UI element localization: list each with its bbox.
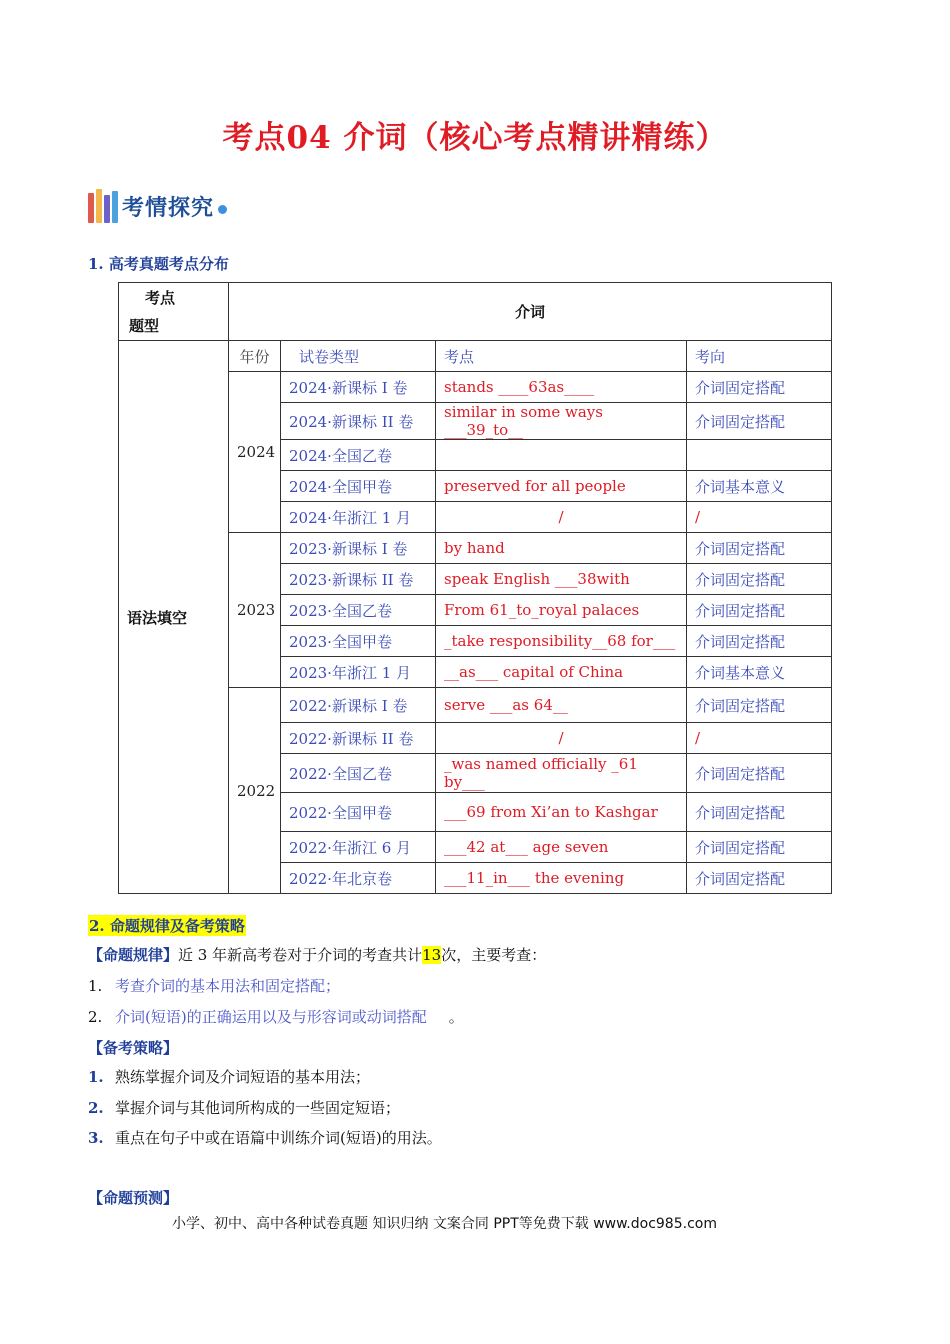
point-cell: ___69 from Xi’an to Kashgar (436, 793, 687, 832)
paper-cell: 2023·全国乙卷 (281, 595, 436, 626)
subheader-direction: 考向 (687, 341, 832, 372)
point-cell: From 61_to_royal palaces (436, 595, 687, 626)
direction-cell: 介词基本意义 (687, 657, 832, 688)
point-cell: serve ___as 64__ (436, 688, 687, 723)
strategy-item-text: 重点在句子中或在语篇中训练介词(短语)的用法。 (115, 1129, 442, 1147)
banner-dot (218, 205, 227, 214)
subheader-point: 考点 (436, 341, 687, 372)
paper-cell: 2024·全国甲卷 (281, 471, 436, 502)
rule-item-text: 考查介词的基本用法和固定搭配； (115, 977, 341, 995)
direction-cell: 介词固定搭配 (687, 626, 832, 657)
corner-header-top: 考点 (145, 288, 176, 307)
direction-cell: / (687, 723, 832, 754)
direction-cell: 介词固定搭配 (687, 793, 832, 832)
strategy-label: 【备考策略】 (88, 1039, 179, 1057)
direction-cell: 介词固定搭配 (687, 863, 832, 894)
direction-cell: 介词基本意义 (687, 471, 832, 502)
point-cell: _take responsibility__68 for___ (436, 626, 687, 657)
rule-item-number: 2. (88, 1008, 103, 1026)
paper-cell: 2023·新课标 II 卷 (281, 564, 436, 595)
point-cell: ___11_in___ the evening (436, 863, 687, 894)
exam-distribution-table (118, 282, 832, 894)
point-cell: ___42 at___ age seven (436, 832, 687, 863)
rule-paragraph (88, 944, 546, 966)
paper-cell: 2022·年浙江 6 月 (281, 832, 436, 863)
direction-cell: 介词固定搭配 (687, 595, 832, 626)
section-heading-strategy: 2. 命题规律及备考策略 (89, 917, 245, 935)
direction-cell (687, 440, 832, 471)
main-header: 介词 (229, 283, 832, 341)
strategy-item (88, 1097, 400, 1119)
point-cell: stands ____63as____ (436, 372, 687, 403)
paper-cell: 2024·年浙江 1 月 (281, 502, 436, 533)
point-cell: similar in some ways ___39_to__ (436, 403, 687, 440)
rule-item (88, 1006, 464, 1028)
paper-cell: 2022·新课标 I 卷 (281, 688, 436, 723)
rule-text-after: 次，主要考查： (441, 946, 547, 964)
point-cell: _was named officially _61 by___ (436, 754, 687, 793)
direction-cell: 介词固定搭配 (687, 533, 832, 564)
subheader-year: 年份 (229, 341, 281, 372)
point-cell: / (436, 502, 687, 533)
paper-cell: 2022·全国甲卷 (281, 793, 436, 832)
paper-cell: 2024·全国乙卷 (281, 440, 436, 471)
paper-cell: 2024·新课标 I 卷 (281, 372, 436, 403)
strategy-item (88, 1127, 442, 1149)
strategy-item (88, 1066, 370, 1088)
point-cell: / (436, 723, 687, 754)
point-cell (436, 440, 687, 471)
paper-cell: 2022·年北京卷 (281, 863, 436, 894)
point-cell: by hand (436, 533, 687, 564)
direction-cell: 介词固定搭配 (687, 564, 832, 595)
direction-cell: 介词固定搭配 (687, 754, 832, 793)
page-title: 考点04 介词（核心考点精讲精练） (222, 120, 728, 156)
prediction-label: 【命题预测】 (88, 1189, 179, 1207)
section-banner (88, 186, 227, 226)
rule-item (88, 975, 340, 997)
strategy-item-number: 2. (88, 1099, 104, 1117)
strategy-item-text: 熟练掌握介词及介词短语的基本用法； (115, 1068, 371, 1086)
section-heading-distribution: 1. 高考真题考点分布 (88, 255, 229, 273)
rule-item-tail: 。 (448, 1008, 464, 1026)
rule-text-before: 近 3 年新高考卷对于介词的考查共计 (178, 946, 423, 964)
paper-cell: 2023·全国甲卷 (281, 626, 436, 657)
banner-title: 考情探究 (122, 195, 215, 221)
point-cell: speak English ___38with (436, 564, 687, 595)
direction-cell: / (687, 502, 832, 533)
point-cell: __as___ capital of China (436, 657, 687, 688)
year-cell: 2022 (229, 688, 281, 894)
paper-cell: 2024·新课标 II 卷 (281, 403, 436, 440)
corner-header-bottom: 题型 (129, 316, 160, 335)
corner-header-cell (119, 283, 229, 341)
direction-cell: 介词固定搭配 (687, 832, 832, 863)
rule-label: 【命题规律】 (88, 946, 179, 964)
direction-cell: 介词固定搭配 (687, 403, 832, 440)
direction-cell: 介词固定搭配 (687, 688, 832, 723)
strategy-item-number: 1. (88, 1068, 104, 1086)
year-cell: 2023 (229, 533, 281, 688)
strategy-item-number: 3. (88, 1129, 104, 1147)
subheader-paper: 试卷类型 (281, 341, 436, 372)
year-cell: 2024 (229, 372, 281, 533)
rule-item-number: 1. (88, 977, 103, 995)
direction-cell: 介词固定搭配 (687, 372, 832, 403)
paper-cell: 2023·新课标 I 卷 (281, 533, 436, 564)
rule-item-text: 介词(短语)的正确运用以及与形容词或动词搭配 (115, 1008, 427, 1026)
question-type-cell: 语法填空 (119, 341, 229, 894)
strategy-item-text: 掌握介词与其他词所构成的一些固定短语； (115, 1099, 401, 1117)
paper-cell: 2023·年浙江 1 月 (281, 657, 436, 688)
footer-text: 小学、初中、高中各种试卷真题 知识归纳 文案合同 PPT等免费下载 www.doc985.com (172, 1216, 717, 1232)
rule-count: 13 (422, 946, 442, 964)
books-icon (88, 189, 118, 223)
paper-cell: 2022·全国乙卷 (281, 754, 436, 793)
paper-cell: 2022·新课标 II 卷 (281, 723, 436, 754)
point-cell: preserved for all people (436, 471, 687, 502)
